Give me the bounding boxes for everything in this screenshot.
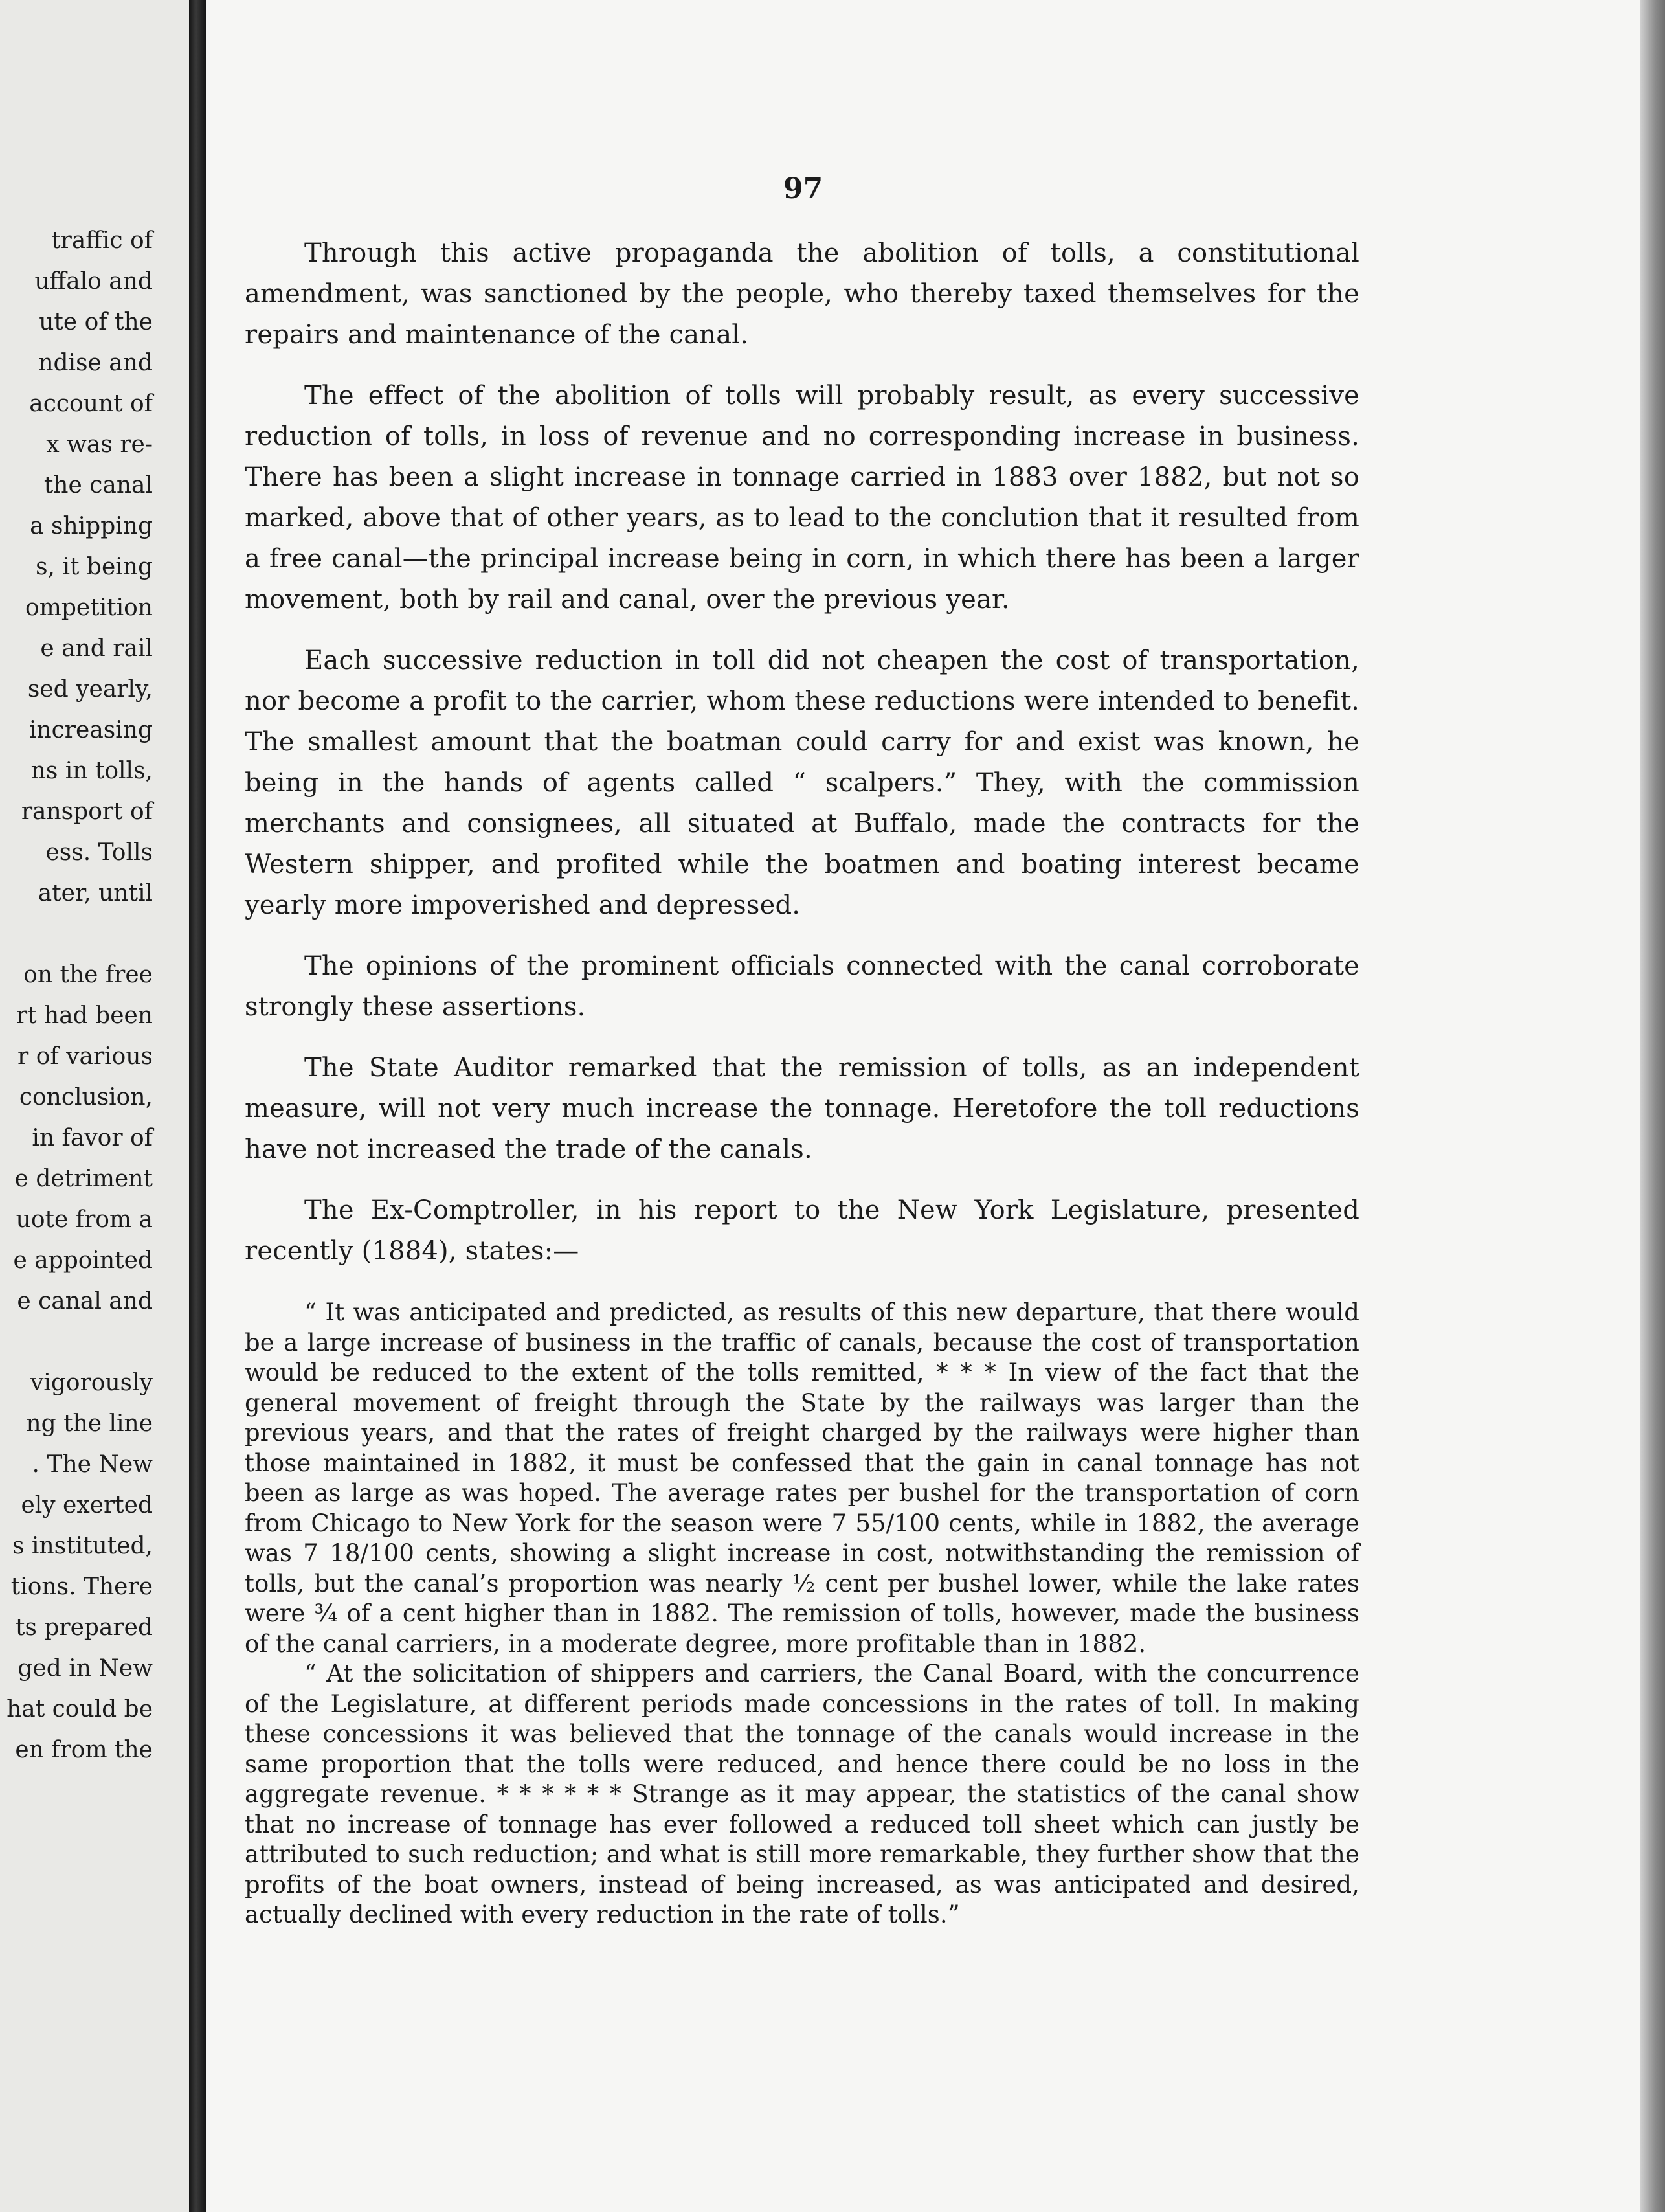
facing-line: ompetition [25,594,153,621]
facing-line: rt had been [16,1002,153,1029]
quotation-second: “ At the solicitation of shippers and carriers, the Canal Board, with the concurrence of the Legislature, at different periods made concessions in the rates of toll. In making these concessions it was believed that the tonnage of the canals would increase in the same proportion that the tolls were reduced, and hence there could be no loss in the aggregate revenue. * * * * * * Strange as it may appear, the statistics of the canal show that no increase of tonnage has ever followed a reduced toll sheet which can justly be attributed to such reduction; and what is still more remarkable, they further show that the profits of the boat owners, instead of being increased, as was anticipated and desired, actually declined with every reduction in the rate of tolls.” [245,1660,1359,1928]
facing-line: en from the [15,1737,153,1763]
page-edge-shadow [1640,0,1665,2212]
facing-line: vigorously [30,1370,153,1396]
facing-line: ater, until [38,880,153,907]
paragraph-effect-of-abolition: The effect of the abolition of tolls will probably result, as every successive reduction of tolls, in loss of revenue and no corresponding increase in business. There has been a slight increase in tonnage carried in 1883 over 1882, but not so marked, above that of other years, as to lead to the conclution that it resulted from a free canal—the principal increase being in corn, in which there has been a larger movement, both by rail and canal, over the previous year. [245,381,1359,615]
facing-line: ts prepared [15,1614,153,1641]
facing-line: traffic of [51,227,153,254]
facing-line: r of various [17,1043,153,1070]
book-gutter [189,0,206,2212]
facing-line: ute of the [39,309,153,335]
facing-line: e detriment [14,1166,153,1192]
facing-line: in favor of [32,1125,153,1151]
facing-page-text-column [4,220,153,1770]
paragraph-ex-comptroller: The Ex-Comptroller, in his report to the New York Legislature, presented recently (1884), states:— [245,1195,1359,1266]
facing-line: . The New [32,1451,153,1478]
facing-line: ged in New [17,1655,153,1682]
facing-line: account of [29,390,153,417]
facing-line: uffalo and [34,268,153,295]
paragraph-propaganda: Through this active propaganda the abolition of tolls, a constitutional amendment, was sanctioned by the people, who thereby taxed themselves for the repairs and maintenance of the canal. [245,238,1359,350]
quotation-first: “ It was anticipated and predicted, as results of this new departure, that there would be a large increase of business in the traffic of canals, because the cost of transportation would be reduced to the extent of the tolls remitted, * * * In view of the fact that the general movement of freight through the State by the railways was larger than the previous years, and that the rates of freight charged by the railways were higher than those maintained in 1882, it must be confessed that the gain in canal tonnage has not been as large as was hoped. The average rates per bushel for the transportation of corn from Chicago to New York for the season were 7 55/100 cents, while in 1882, the average was 7 18/100 cents, showing a slight increase in cost, notwithstanding the remission of tolls, but the canal’s proportion was nearly ½ cent per bushel lower, while the lake rates were ¾ of a cent higher than in 1882. The remission of tolls, however, made the business of the canal carriers, in a moderate degree, more profitable than in 1882. [245,1298,1359,1658]
paragraph-state-auditor: The State Auditor remarked that the remission of tolls, as an independent measure, will not very much increase the tonnage. Heretofore the toll reductions have not increased the trade of the canals. [245,1053,1359,1164]
facing-line: ng the line [26,1410,153,1437]
facing-line: s instituted, [12,1533,153,1559]
paragraph-officials-opinions: The opinions of the prominent officials connected with the canal corroborate strongly these assertions. [245,951,1359,1022]
facing-line: uote from a [16,1206,153,1233]
facing-line: s, it being [36,554,153,580]
facing-line: ely exerted [21,1492,153,1518]
facing-line: sed yearly, [27,676,153,703]
body-text [245,233,1359,1930]
facing-line: ndise and [38,350,153,376]
facing-line [4,914,153,954]
facing-line: x was re- [46,431,153,458]
facing-line: conclusion, [19,1084,153,1111]
facing-line: the canal [43,472,153,499]
facing-line: ess. Tolls [45,839,153,866]
facing-line: a shipping [30,513,153,539]
paragraph-successive-reduction: Each successive reduction in toll did not cheapen the cost of transportation, nor become a profit to the carrier, whom these reductions were intended to benefit. The smallest amount that the boatman could carry for and exist was known, he being in the hands of agents called “ scalpers.” They, with the commission merchants and consignees, all situated at Buffalo, made the contracts for the Western shipper, and profited while the boatmen and boating interest became yearly more impoverished and depressed. [245,646,1359,920]
facing-line [4,1322,153,1362]
facing-line: on the free [23,962,153,988]
facing-line: increasing [28,717,153,743]
facing-line: e and rail [40,635,153,662]
page-number: 97 [783,172,823,205]
facing-line: ransport of [21,798,153,825]
facing-line: tions. There [10,1574,153,1600]
facing-page-fragment [0,0,189,2212]
facing-line: hat could be [6,1696,153,1722]
facing-line: e canal and [17,1288,153,1315]
facing-line: e appointed [13,1247,153,1274]
facing-line: ns in tolls, [30,758,153,784]
